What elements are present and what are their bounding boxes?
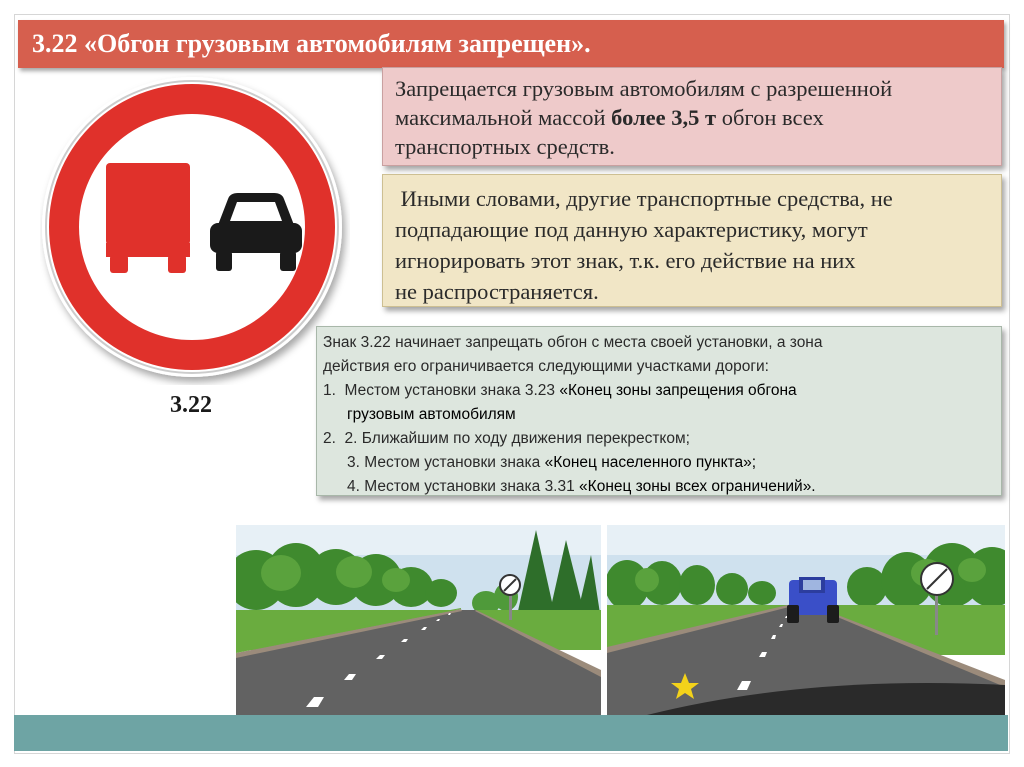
- definition-text: максимальной массой: [395, 105, 612, 130]
- zone-rules-line-2: действия его ограничивается следующими участками дороги:: [323, 358, 769, 375]
- explanation-box: [382, 174, 1002, 307]
- no-overtaking-by-trucks-sign-icon: [40, 75, 350, 385]
- list-item: [323, 475, 993, 499]
- slide-title: 3.22 «Обгон грузовым автомобилям запрещен».: [32, 29, 591, 58]
- definition-line-1: Запрещается грузовым автомобилям с разрешенной: [395, 76, 893, 101]
- sign-caption: 3.22: [170, 392, 212, 418]
- explanation-line-4: не распространяется.: [395, 279, 599, 304]
- list-item: [323, 451, 993, 475]
- list-item-text: 2. 2. Ближайшим по ходу движения перекрестком;: [323, 430, 690, 447]
- road-scene-image-2: [607, 525, 1005, 715]
- footer-bar: [14, 715, 1008, 751]
- definition-line-2: [395, 103, 991, 132]
- zone-rules-box: [316, 326, 1002, 496]
- list-item-sign-name: «Конец населенного пункта»;: [544, 454, 757, 471]
- list-item-sign-name: «Конец зоны всех ограничений».: [579, 478, 816, 495]
- list-item: [323, 379, 993, 403]
- road-scene-image-1: [236, 525, 601, 715]
- title-bar: [18, 20, 1004, 68]
- list-item-text: 3. Местом установки знака: [347, 454, 545, 471]
- definition-box: [382, 67, 1002, 166]
- list-item: [323, 427, 993, 451]
- weight-limit-text: более 3,5 т: [611, 105, 717, 130]
- explanation-line-1: Иными словами, другие транспортные средства, не: [395, 186, 893, 211]
- list-item-continuation: [323, 403, 993, 427]
- list-item-sign-name-cont: грузовым автомобилям: [347, 406, 516, 423]
- list-item-sign-name: «Конец зоны запрещения обгона: [559, 382, 797, 399]
- zone-rules-line-1: Знак 3.22 начинает запрещать обгон с места своей установки, а зона: [323, 334, 823, 351]
- explanation-line-2: подпадающие под данную характеристику, могут: [395, 217, 868, 242]
- list-item-text: 1. Местом установки знака 3.23: [323, 382, 560, 399]
- definition-text-cont: обгон всех: [716, 105, 824, 130]
- explanation-line-3: игнорировать этот знак, т.к. его действие на них: [395, 248, 856, 273]
- definition-line-3: транспортных средств.: [395, 134, 615, 159]
- list-item-text: 4. Местом установки знака 3.31: [347, 478, 580, 495]
